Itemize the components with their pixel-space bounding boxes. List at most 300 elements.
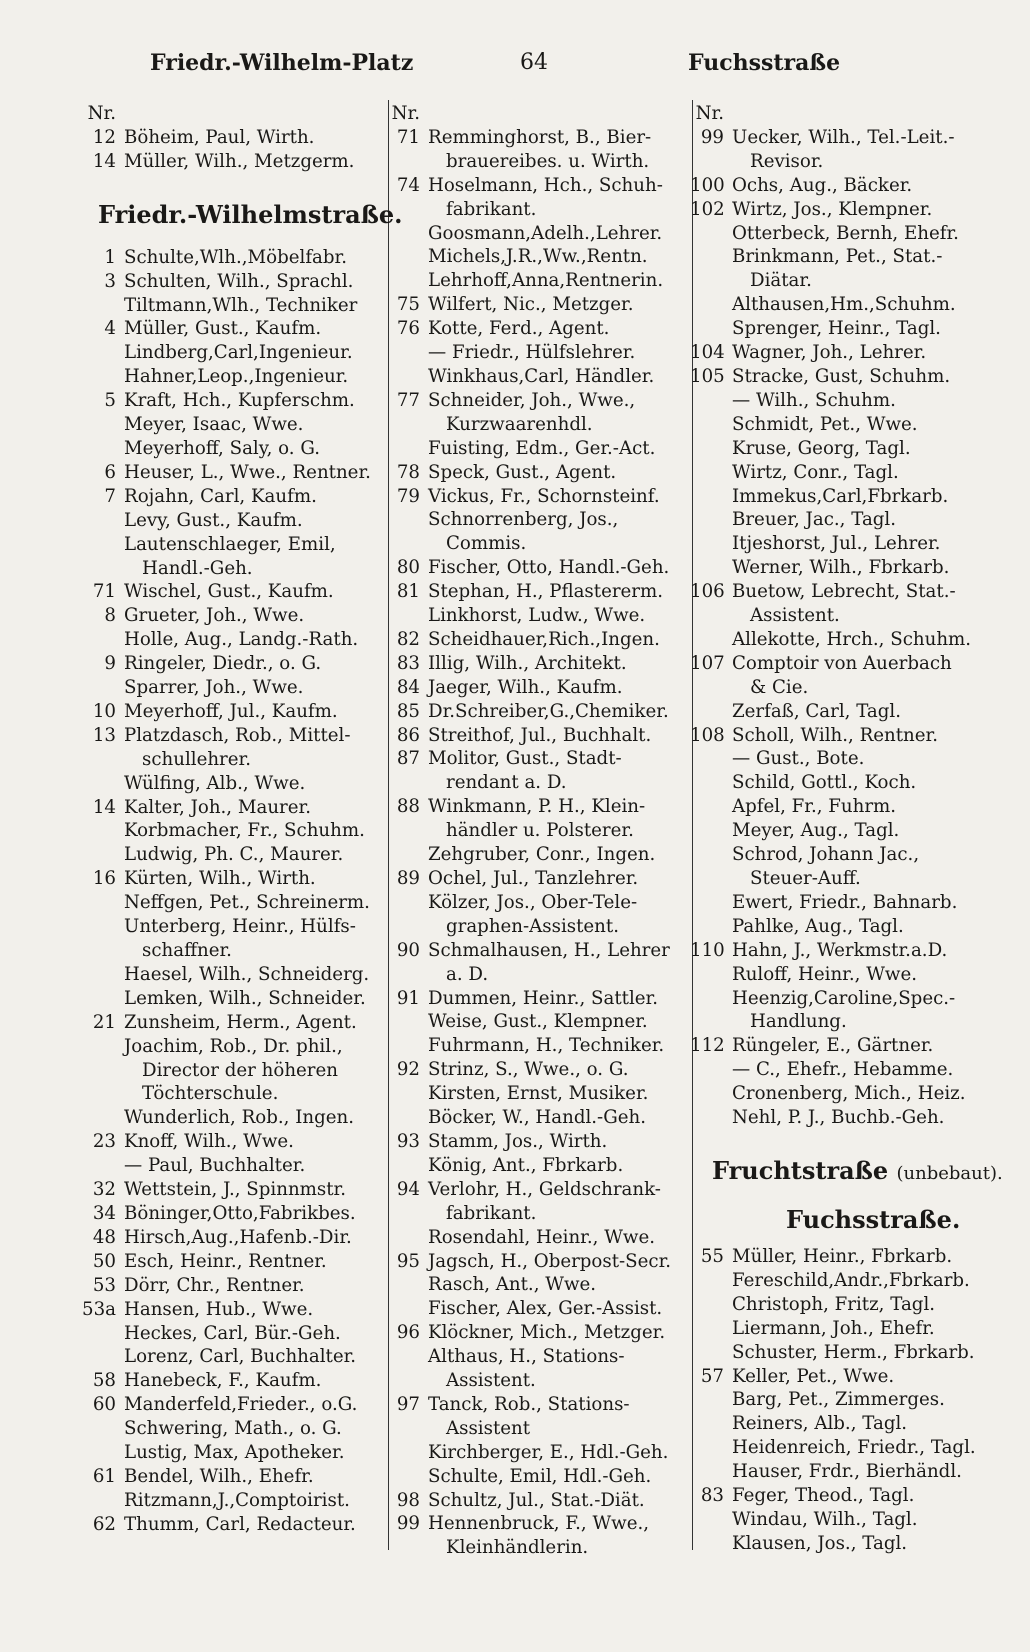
resident-text: Pahlke, Aug., Tagl.	[732, 915, 904, 937]
entry-continuation: Assistent.	[446, 1370, 536, 1392]
directory-entry	[690, 843, 990, 867]
directory-entry	[690, 747, 990, 771]
house-number: 99	[700, 126, 724, 148]
resident-text: Buetow, Lebrecht, Stat.-	[732, 581, 956, 603]
directory-entry	[386, 1441, 686, 1465]
resident-text: Ochel, Jul., Tanzlehrer.	[428, 868, 639, 889]
resident-text: Schneider, Joh., Wwe.,	[428, 389, 636, 411]
house-number	[386, 269, 420, 293]
resident-text: Althaus, H., Stations-	[428, 1346, 625, 1368]
house-number: 55	[700, 1245, 724, 1267]
resident-text: Sprenger, Heinr., Tagl.	[732, 318, 941, 340]
entry-continuation: Commis.	[446, 533, 527, 555]
directory-entry	[386, 222, 686, 246]
resident-text: Meyer, Isaac, Wwe.	[124, 414, 304, 436]
house-number	[690, 891, 724, 915]
house-number: 95	[396, 1250, 420, 1272]
directory-entry	[82, 1202, 382, 1226]
house-number: Nr.	[87, 103, 116, 124]
directory-entry	[82, 604, 382, 628]
resident-text: Wirtz, Jos., Klempner.	[732, 198, 933, 220]
directory-entry	[82, 1489, 382, 1513]
resident-text: Wischel, Gust., Kaufm.	[124, 581, 334, 603]
directory-entry	[82, 1130, 382, 1154]
entry-continuation: Revisor.	[750, 150, 824, 172]
house-number	[386, 1441, 420, 1465]
house-number: 91	[396, 987, 420, 1009]
resident-text: Kirchberger, E., Hdl.-Geh.	[428, 1441, 669, 1463]
resident-text: Vickus, Fr., Schornsteinf.	[428, 485, 660, 507]
directory-entry	[690, 724, 990, 748]
directory-entry	[82, 437, 382, 461]
directory-entry	[82, 843, 382, 867]
resident-text: Hirsch,Aug.,Hafenb.-Dir.	[124, 1226, 352, 1248]
directory-entry	[386, 102, 686, 126]
house-number: 100	[690, 174, 725, 196]
house-number	[386, 891, 420, 915]
directory-entry	[690, 293, 990, 317]
resident-text: Schultz, Jul., Stat.-Diät.	[428, 1489, 645, 1511]
house-number: 16	[92, 868, 116, 890]
directory-entry	[386, 1393, 686, 1417]
column-1	[82, 102, 403, 1537]
resident-text: Tanck, Rob., Stations-	[428, 1393, 630, 1415]
directory-entry	[386, 628, 686, 652]
directory-entry	[690, 1388, 990, 1412]
resident-text: König, Ant., Fbrkarb.	[428, 1154, 624, 1176]
directory-entry	[82, 413, 382, 437]
house-number: 105	[690, 365, 725, 387]
house-number: 71	[396, 126, 420, 148]
resident-text: Dr.Schreiber,G.,Chemiker.	[428, 700, 669, 722]
entry-continuation: Kurzwaarenhdl.	[446, 413, 593, 435]
directory-entry	[690, 939, 990, 963]
house-number: 106	[690, 581, 725, 603]
directory-entry	[386, 676, 686, 700]
resident-text: Korbmacher, Fr., Schuhm.	[124, 820, 365, 842]
resident-text: Werner, Wilh., Fbrkarb.	[732, 557, 950, 579]
directory-entry	[386, 1058, 686, 1082]
directory-entry	[82, 270, 382, 294]
directory-entry	[690, 1034, 990, 1058]
entry-continuation: Handlung.	[750, 1011, 847, 1033]
house-number	[386, 437, 420, 461]
house-number	[386, 1297, 420, 1321]
resident-text: Lautenschlaeger, Emil,	[124, 533, 336, 555]
directory-entry	[82, 102, 382, 126]
house-number	[82, 533, 116, 557]
house-number: 32	[92, 1179, 116, 1201]
column-2	[386, 102, 686, 1560]
house-number	[690, 819, 724, 843]
directory-entry	[82, 796, 382, 820]
directory-entry	[386, 891, 686, 915]
house-number	[690, 1293, 724, 1317]
house-number	[690, 700, 724, 724]
entry-continuation: a. D.	[446, 963, 489, 985]
directory-entry	[82, 867, 382, 891]
resident-text: Bendel, Wilh., Ehefr.	[124, 1465, 314, 1487]
directory-entry	[82, 700, 382, 724]
resident-text: Rosendahl, Heinr., Wwe.	[428, 1226, 656, 1248]
house-number: 97	[396, 1393, 420, 1415]
directory-entry	[386, 1106, 686, 1130]
directory-entry	[690, 1484, 990, 1508]
resident-text: Strinz, S., Wwe., o. G.	[428, 1059, 629, 1081]
resident-text: Jaeger, Wilh., Kaufm.	[428, 676, 623, 698]
resident-text	[420, 102, 428, 126]
resident-text: Schnorrenberg, Jos.,	[428, 509, 619, 531]
resident-text: Lorenz, Carl, Buchhalter.	[124, 1346, 357, 1368]
resident-text: Otterbeck, Bernh, Ehefr.	[732, 222, 959, 244]
house-number: 9	[104, 653, 116, 675]
resident-text: Meyerhoff, Jul., Kaufm.	[124, 700, 338, 722]
directory-entry	[690, 1508, 990, 1532]
directory-entry	[386, 1178, 686, 1202]
resident-text: Hansen, Hub., Wwe.	[124, 1298, 314, 1320]
resident-text: Schild, Gottl., Koch.	[732, 772, 917, 794]
house-number	[82, 819, 116, 843]
resident-text: Manderfeld,Frieder., o.G.	[124, 1394, 358, 1416]
resident-text: Breuer, Jac., Tagl.	[732, 509, 897, 531]
resident-text: Kotte, Ferd., Agent.	[428, 318, 610, 340]
house-number: 8	[104, 605, 116, 627]
directory-entry	[82, 987, 382, 1011]
directory-entry	[82, 317, 382, 341]
resident-text: Keller, Pet., Wwe.	[732, 1365, 895, 1387]
directory-entry	[82, 246, 382, 270]
directory-entry	[386, 341, 686, 365]
entry-continuation: Handl.-Geh.	[142, 557, 253, 579]
entry-continuation: Diätar.	[750, 270, 812, 292]
entry-continuation: Töchterschule.	[142, 1083, 279, 1105]
resident-text: Zunsheim, Herm., Agent.	[124, 1011, 357, 1033]
house-number	[386, 245, 420, 269]
house-number: 10	[92, 700, 116, 722]
house-number: 13	[92, 724, 116, 746]
entry-continuation: schullehrer.	[142, 748, 251, 770]
directory-entry	[690, 461, 990, 485]
house-number: 71	[92, 581, 116, 603]
resident-text: Wirtz, Conr., Tagl.	[732, 461, 899, 483]
house-number	[690, 413, 724, 437]
house-number: 1	[104, 246, 116, 268]
resident-text: Schrod, Johann Jac.,	[732, 844, 920, 866]
resident-text: Neffgen, Pet., Schreinerm.	[124, 892, 370, 914]
directory-entry	[386, 485, 686, 509]
house-number	[82, 437, 116, 461]
directory-entry	[82, 1417, 382, 1441]
directory-entry	[690, 819, 990, 843]
house-number	[690, 1532, 724, 1556]
directory-entry	[690, 485, 990, 509]
resident-text: Ritzmann,J.,Comptoirist.	[124, 1489, 350, 1511]
house-number: 50	[92, 1250, 116, 1272]
house-number: 23	[92, 1131, 116, 1153]
house-number: 90	[396, 939, 420, 961]
entry-continuation: & Cie.	[750, 676, 809, 698]
resident-text: Kirsten, Ernst, Musiker.	[428, 1083, 649, 1105]
resident-text: — C., Ehefr., Hebamme.	[732, 1059, 954, 1081]
house-number: 81	[396, 581, 420, 603]
house-number: 78	[396, 461, 420, 483]
resident-text: Ruloff, Heinr., Wwe.	[732, 963, 918, 985]
resident-text: Illig, Wilh., Architekt.	[428, 652, 627, 674]
resident-text: Winkmann, P. H., Klein-	[428, 796, 646, 818]
house-number	[82, 891, 116, 915]
house-number	[82, 987, 116, 1011]
directory-entry	[82, 676, 382, 700]
resident-text: Stephan, H., Pflastererm.	[428, 581, 664, 603]
house-number	[386, 1345, 420, 1369]
resident-text: Windau, Wilh., Tagl.	[732, 1508, 918, 1530]
street-heading: Friedr.-Wilhelmstraße.	[98, 199, 403, 229]
resident-text: Heckes, Carl, Bür.-Geh.	[124, 1322, 341, 1344]
house-number	[690, 843, 724, 867]
directory-entry	[386, 1297, 686, 1321]
house-number: 82	[396, 628, 420, 650]
house-number: Nr.	[695, 103, 724, 124]
house-number: 76	[396, 318, 420, 340]
house-number	[82, 1322, 116, 1346]
resident-text: Hahn, J., Werkmstr.a.D.	[732, 939, 948, 961]
running-head-left: Friedr.-Wilhelm-Platz	[150, 50, 414, 76]
house-number: 83	[396, 652, 420, 674]
resident-text: Ewert, Friedr., Bahnarb.	[732, 891, 958, 913]
resident-text: Scheidhauer,Rich.,Ingen.	[428, 628, 660, 650]
entry-continuation: graphen-Assistent.	[446, 915, 619, 937]
resident-text: Schuster, Herm., Fbrkarb.	[732, 1341, 975, 1363]
directory-entry	[386, 580, 686, 604]
house-number	[82, 676, 116, 700]
directory-entry	[690, 652, 990, 676]
directory-entry	[386, 1321, 686, 1345]
house-number: 77	[396, 389, 420, 411]
resident-text: Nehl, P. J., Buchb.-Geh.	[732, 1107, 945, 1129]
house-number	[82, 843, 116, 867]
resident-text: Speck, Gust., Agent.	[428, 461, 617, 483]
house-number	[690, 437, 724, 461]
resident-text: Haesel, Wilh., Schneiderg.	[124, 963, 370, 985]
house-number: 92	[396, 1059, 420, 1081]
directory-entry	[386, 1154, 686, 1178]
house-number	[690, 222, 724, 246]
house-number: 79	[396, 485, 420, 507]
house-number: 108	[690, 724, 725, 746]
house-number	[82, 1417, 116, 1441]
directory-entry	[386, 1512, 686, 1536]
resident-text: Schmalhausen, H., Lehrer	[428, 939, 670, 961]
directory-entry	[82, 1250, 382, 1274]
directory-entry	[386, 700, 686, 724]
house-number	[690, 915, 724, 939]
resident-text: Kölzer, Jos., Ober-Tele-	[428, 891, 638, 913]
house-number	[386, 1226, 420, 1250]
directory-entry	[386, 365, 686, 389]
resident-text: Streithof, Jul., Buchhalt.	[428, 724, 652, 746]
house-number	[690, 771, 724, 795]
directory-entry	[690, 389, 990, 413]
resident-text: Hauser, Frdr., Bierhändl.	[732, 1461, 962, 1483]
resident-text: Lustig, Max, Apotheker.	[124, 1442, 345, 1464]
house-number	[690, 1058, 724, 1082]
directory-entry	[690, 365, 990, 389]
house-number: 89	[396, 868, 420, 889]
entry-continuation: fabrikant.	[446, 198, 537, 220]
resident-text: Schwering, Math., o. G.	[124, 1418, 342, 1440]
resident-text: Brinkmann, Pet., Stat.-	[732, 246, 943, 268]
resident-text: Fuisting, Edm., Ger.-Act.	[428, 437, 656, 459]
house-number	[386, 1273, 420, 1297]
resident-text: Unterberg, Heinr., Hülfs-	[124, 916, 356, 938]
resident-text: Knoff, Wilh., Wwe.	[124, 1131, 294, 1153]
directory-entry	[690, 1106, 990, 1130]
directory-entry	[690, 222, 990, 246]
resident-text: Klausen, Jos., Tagl.	[732, 1532, 908, 1554]
resident-text: Schmidt, Pet., Wwe.	[732, 413, 918, 435]
entry-continuation: Kleinhändlerin.	[446, 1537, 589, 1559]
house-number	[690, 1388, 724, 1412]
directory-entry	[82, 580, 382, 604]
directory-entry	[690, 628, 990, 652]
resident-text: Meyerhoff, Saly, o. G.	[124, 437, 321, 459]
directory-entry	[690, 1082, 990, 1106]
resident-text: Lindberg,Carl,Ingenieur.	[124, 342, 353, 364]
house-number	[690, 1508, 724, 1532]
resident-text: Grueter, Joh., Wwe.	[124, 605, 305, 627]
resident-text: Heidenreich, Friedr., Tagl.	[732, 1437, 976, 1459]
house-number: 84	[396, 676, 420, 698]
directory-entry	[82, 1178, 382, 1202]
house-number: 104	[690, 342, 725, 364]
house-number: Nr.	[391, 103, 420, 124]
directory-entry	[386, 389, 686, 413]
house-number: 53	[92, 1274, 116, 1296]
directory-entry	[690, 1269, 990, 1293]
house-number: 85	[396, 700, 420, 722]
resident-text: Levy, Gust., Kaufm.	[124, 509, 303, 531]
directory-entry	[82, 1106, 382, 1130]
resident-text: Lemken, Wilh., Schneider.	[124, 987, 366, 1009]
house-number	[82, 628, 116, 652]
house-number: 80	[396, 557, 420, 579]
directory-entry	[386, 1226, 686, 1250]
house-number: 61	[92, 1465, 116, 1487]
resident-text: Fischer, Otto, Handl.-Geh.	[428, 557, 670, 579]
directory-entry	[690, 102, 990, 126]
resident-text: Schulte, Emil, Hdl.-Geh.	[428, 1465, 652, 1487]
house-number	[690, 963, 724, 987]
directory-entry	[690, 556, 990, 580]
resident-text: Böninger,Otto,Fabrikbes.	[124, 1202, 356, 1224]
house-number: 58	[92, 1370, 116, 1392]
resident-text: Wunderlich, Rob., Ingen.	[124, 1107, 355, 1129]
resident-text: Joachim, Rob., Dr. phil.,	[124, 1035, 343, 1057]
resident-text: Apfel, Fr., Fuhrm.	[732, 796, 897, 818]
house-number: 4	[104, 318, 116, 340]
house-number	[690, 532, 724, 556]
house-number	[386, 365, 420, 389]
directory-entry	[386, 1345, 686, 1369]
resident-text: Böcker, W., Handl.-Geh.	[428, 1107, 646, 1129]
resident-text: Molitor, Gust., Stadt-	[428, 748, 622, 770]
house-number	[82, 772, 116, 796]
directory-entry	[690, 413, 990, 437]
house-number	[386, 508, 420, 532]
house-number	[386, 1082, 420, 1106]
house-number	[386, 604, 420, 628]
resident-text: Comptoir von Auerbach	[732, 652, 952, 674]
directory-entry	[690, 245, 990, 269]
directory-entry	[386, 174, 686, 198]
house-number: 99	[396, 1513, 420, 1535]
resident-text: Weise, Gust., Klempner.	[428, 1011, 648, 1033]
entry-continuation: händler u. Polsterer.	[446, 820, 634, 842]
column-3	[690, 102, 1003, 1556]
directory-entry	[690, 700, 990, 724]
entry-continuation: Director der höheren	[142, 1059, 338, 1081]
house-number	[386, 341, 420, 365]
house-number	[690, 1106, 724, 1130]
directory-entry	[690, 1412, 990, 1436]
directory-entry	[690, 317, 990, 341]
resident-text: Fischer, Alex, Ger.-Assist.	[428, 1298, 663, 1320]
resident-text: Tiltmann,Wlh., Techniker	[124, 294, 358, 316]
directory-entry	[386, 317, 686, 341]
directory-entry	[690, 174, 990, 198]
directory-entry	[386, 508, 686, 532]
house-number	[386, 1010, 420, 1034]
resident-text: Kalter, Joh., Maurer.	[124, 796, 311, 818]
directory-entry	[82, 1035, 382, 1059]
resident-text: Christoph, Fritz, Tagl.	[732, 1293, 936, 1315]
directory-entry	[690, 532, 990, 556]
house-number	[82, 1035, 116, 1059]
directory-entry	[82, 628, 382, 652]
directory-entry	[386, 245, 686, 269]
directory-entry	[82, 533, 382, 557]
resident-text: Schulten, Wilh., Sprachl.	[124, 270, 354, 292]
house-number: 96	[396, 1322, 420, 1344]
street-heading: Fuchsstraße.	[786, 1204, 961, 1234]
house-number: 88	[396, 796, 420, 818]
resident-text: Kraft, Hch., Kupferschm.	[124, 390, 355, 412]
directory-entry	[82, 1513, 382, 1537]
directory-entry	[386, 1465, 686, 1489]
house-number	[690, 556, 724, 580]
directory-entry	[82, 126, 382, 150]
house-number	[82, 341, 116, 365]
directory-entry	[386, 843, 686, 867]
resident-text	[724, 102, 732, 126]
house-number	[690, 747, 724, 771]
house-number	[690, 245, 724, 269]
house-number: 83	[700, 1485, 724, 1507]
resident-text: Hanebeck, F., Kaufm.	[124, 1370, 322, 1392]
directory-entry	[82, 461, 382, 485]
directory-entry	[690, 1293, 990, 1317]
directory-entry	[82, 1011, 382, 1035]
directory-entry	[690, 341, 990, 365]
resident-text: Kürten, Wilh., Wirth.	[124, 868, 316, 890]
house-number	[386, 1106, 420, 1130]
house-number: 3	[104, 270, 116, 292]
resident-text: Jagsch, H., Oberpost-Secr.	[428, 1250, 672, 1272]
house-number	[386, 1154, 420, 1178]
house-number	[690, 1460, 724, 1484]
resident-text: Schulte,Wlh.,Möbelfabr.	[124, 246, 348, 268]
house-number	[82, 1441, 116, 1465]
